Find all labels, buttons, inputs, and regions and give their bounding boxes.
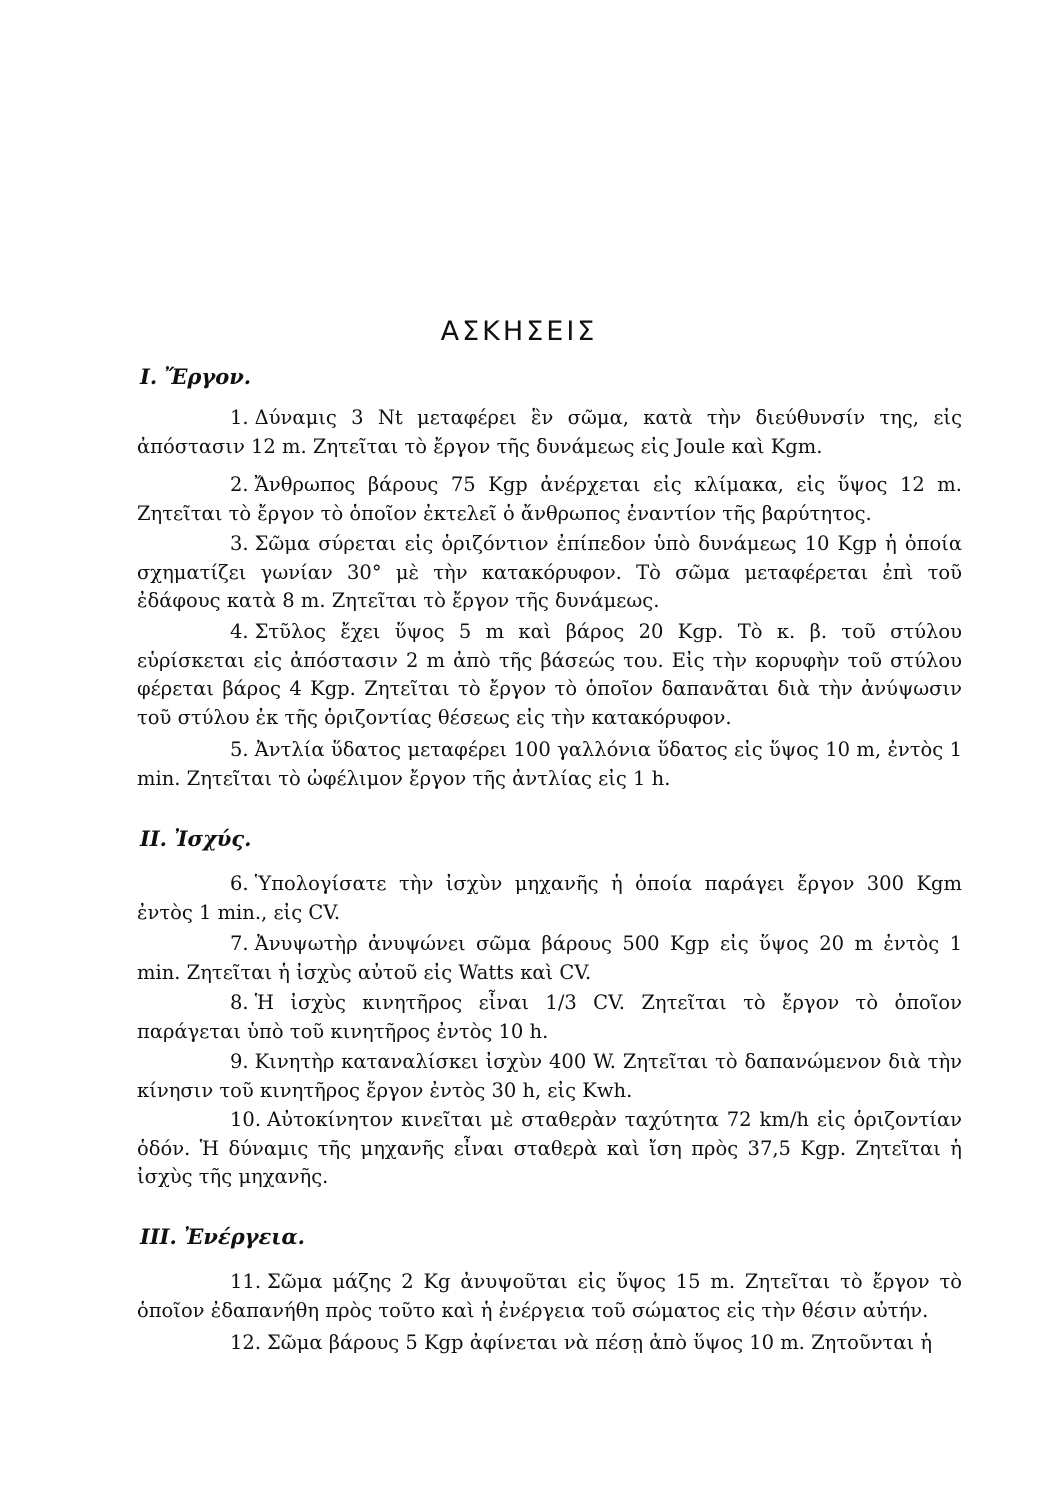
- exercise-number: 11.: [230, 1270, 262, 1293]
- exercise-number: 5.: [230, 738, 249, 761]
- exercise-7: [137, 930, 962, 987]
- exercise-number: 12.: [230, 1331, 262, 1354]
- exercise-8: [137, 989, 962, 1046]
- exercise-number: 4.: [230, 620, 249, 643]
- exercise-text: Ὑπολογίσατε τὴν ἰσχὺν μηχανῆς ἡ ὁποία παράγει ἔργον 300 Kgm ἐντὸς 1 min., εἰς CV.: [137, 872, 962, 924]
- page-title: ΑΣΚΗΣΕΙΣ: [440, 316, 598, 347]
- exercise-text: Στῦλος ἔχει ὕψος 5 m καὶ βάρος 20 Kgp. Τὸ κ. β. τοῦ στύλου εὑρίσκεται εἰς ἀπόστασιν 2 m ἀπὸ τῆς βάσεώς του. Εἰς τὴν κορυφὴν τοῦ στύλου φέρεται βάρος 4 Kgp. Ζητεῖται τὸ ἔργον τὸ ὁποῖον δαπανᾶται διὰ τὴν ἀνύψωσιν τοῦ στύλου ἐκ τῆς ὁριζοντίας θέσεως εἰς τὴν κατακόρυφον.: [137, 620, 962, 729]
- section-heading-work: I. Ἔργον.: [140, 364, 252, 389]
- exercise-number: 3.: [230, 532, 249, 555]
- exercise-9: [137, 1048, 962, 1105]
- exercise-12: [137, 1329, 962, 1358]
- exercise-text: Σῶμα μάζης 2 Kg ἀνυψοῦται εἰς ὕψος 15 m. Ζητεῖται τὸ ἔργον τὸ ὁποῖον ἐδαπανήθη πρὸς τοῦτο καὶ ἡ ἐνέργεια τοῦ σώματος εἰς τὴν θέσιν αὐτήν.: [137, 1270, 962, 1322]
- exercise-text: Ἡ ἰσχὺς κινητῆρος εἶναι 1/3 CV. Ζητεῖται τὸ ἔργον τὸ ὁποῖον παράγεται ὑπὸ τοῦ κινητῆρος ἐντὸς 10 h.: [137, 991, 962, 1043]
- exercise-text: Σῶμα βάρους 5 Kgp ἀφίνεται νὰ πέσῃ ἀπὸ ὕψος 10 m. Ζητοῦνται ἡ: [267, 1331, 933, 1354]
- exercise-text: Ἄνθρωπος βάρους 75 Kgp ἀνέρχεται εἰς κλίμακα, εἰς ὕψος 12 m. Ζητεῖται τὸ ἔργον τὸ ὁποῖον ἐκτελεῖ ὁ ἄνθρωπος ἐναντίον τῆς βαρύτητος.: [137, 473, 962, 525]
- exercise-2: [137, 471, 962, 528]
- exercise-10: [137, 1106, 962, 1192]
- exercise-6: [137, 870, 962, 927]
- exercise-text: Κινητὴρ καταναλίσκει ἰσχὺν 400 W. Ζητεῖται τὸ δαπανώμενον διὰ τὴν κίνησιν τοῦ κινητῆρος ἔργον ἐντὸς 30 h, εἰς Kwh.: [137, 1050, 962, 1102]
- exercise-4: [137, 618, 962, 732]
- exercise-number: 2.: [230, 473, 249, 496]
- exercise-text: Ἀνυψωτὴρ ἀνυψώνει σῶμα βάρους 500 Kgp εἰς ὕψος 20 m ἐντὸς 1 min. Ζητεῖται ἡ ἰσχὺς αὐτοῦ εἰς Watts καὶ CV.: [137, 932, 962, 984]
- exercise-number: 6.: [230, 872, 249, 895]
- exercise-5: [137, 736, 962, 793]
- section-heading-energy: III. Ἐνέργεια.: [140, 1224, 305, 1249]
- exercise-number: 7.: [230, 932, 249, 955]
- exercise-11: [137, 1268, 962, 1325]
- exercise-text: Δύναμις 3 Nt μεταφέρει ἓν σῶμα, κατὰ τὴν διεύθυνσίν της, εἰς ἀπόστασιν 12 m. Ζητεῖται τὸ ἔργον τῆς δυνάμεως εἰς Joule καὶ Kgm.: [137, 406, 962, 458]
- exercise-text: Ἀντλία ὕδατος μεταφέρει 100 γαλλόνια ὕδατος εἰς ὕψος 10 m, ἐντὸς 1 min. Ζητεῖται τὸ ὠφέλιμον ἔργον τῆς ἀντλίας εἰς 1 h.: [137, 738, 962, 790]
- exercise-3: [137, 530, 962, 616]
- exercise-1: [137, 404, 962, 461]
- exercise-number: 10.: [230, 1108, 262, 1131]
- exercise-text: Σῶμα σύρεται εἰς ὁριζόντιον ἐπίπεδον ὑπὸ δυνάμεως 10 Kgp ἡ ὁποία σχηματίζει γωνίαν 30° μὲ τὴν κατακόρυφον. Τὸ σῶμα μεταφέρεται ἐπὶ τοῦ ἐδάφους κατὰ 8 m. Ζητεῖται τὸ ἔργον τῆς δυνάμεως.: [137, 532, 962, 613]
- exercise-number: 8.: [230, 991, 249, 1014]
- section-heading-power: II. Ἰσχύς.: [140, 826, 252, 851]
- exercise-number: 9.: [230, 1050, 249, 1073]
- exercise-number: 1.: [230, 406, 249, 429]
- exercise-text: Αὐτοκίνητον κινεῖται μὲ σταθερὰν ταχύτητα 72 km/h εἰς ὁριζοντίαν ὁδόν. Ἡ δύναμις τῆς μηχανῆς εἶναι σταθερὰ καὶ ἴση πρὸς 37,5 Kgp. Ζητεῖται ἡ ἰσχὺς τῆς μηχανῆς.: [137, 1108, 962, 1189]
